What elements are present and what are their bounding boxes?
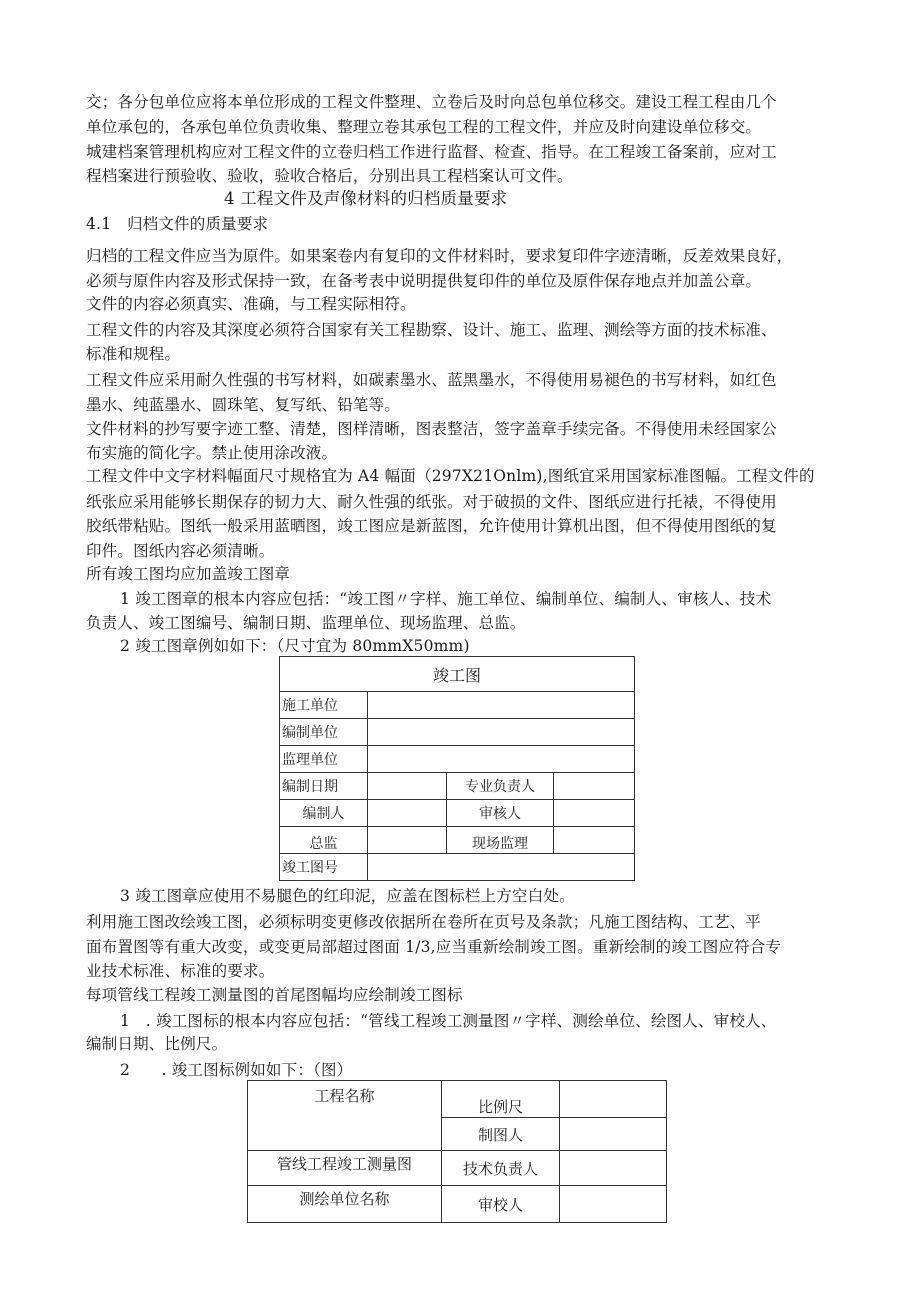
stamp-label: 编制日期 — [280, 773, 368, 800]
paragraph-line: 墨水、纯蓝墨水、圆珠笔、复写纸、铅笔等。 — [86, 396, 401, 414]
paragraph-line: 工程文件的内容及其深度必须符合国家有关工程勘察、设计、施工、监理、测绘等方面的技术标准、 — [86, 321, 777, 339]
stamp-label: 监理单位 — [280, 746, 368, 773]
title-block-value-cell — [560, 1118, 667, 1151]
stamp-label: 现场监理 — [447, 827, 554, 854]
stamp-value-cell — [368, 692, 635, 719]
stamp-label: 施工单位 — [280, 692, 368, 719]
paragraph-line: 印件。图纸内容必须清晰。 — [86, 542, 275, 560]
paragraph-line: 必须与原件内容及形式保持一致，在备考表中说明提供复印件的单位及原件保存地点并加盖公章。 — [86, 272, 762, 290]
subsection-heading: 4.1 归档文件的质量要求 — [86, 215, 269, 233]
stamp-label: 专业负责人 — [447, 773, 554, 800]
paragraph-line: 工程文件应采用耐久性强的书写材料，如碳素墨水、蓝黑墨水，不得使用易褪色的书写材料，如红色 — [86, 371, 777, 389]
stamp-value-cell — [368, 719, 635, 746]
paragraph-line: 利用施工图改绘竣工图，必须标明变更修改依据所在卷所在页号及条款；凡施工图结构、工艺、平 — [86, 913, 762, 931]
stamp-value-cell — [368, 800, 447, 827]
paragraph-line: 标准和规程。 — [86, 345, 181, 363]
title-block-label: 工程名称 — [248, 1081, 442, 1151]
paragraph-line: 纸张应采用能够长期保存的韧力大、耐久性强的纸张。对于破损的文件、图纸应进行托裱，不得使用 — [86, 493, 777, 511]
section-heading: 4 工程文件及声像材料的归档质量要求 — [224, 189, 508, 208]
paragraph-line: 1 . 竣工图标的根本内容应包括：“管线工程竣工测量图〃字样、测绘单位、绘图人、审校人、 — [120, 1012, 777, 1030]
paragraph-line: 面布置图等有重大改变，或变更局部超过图面 1/3,应当重新绘制竣工图。重新绘制的竣工图应符合专 — [86, 938, 782, 956]
stamp-title: 竣工图 — [280, 657, 635, 692]
title-block-label: 技术负责人 — [442, 1151, 560, 1186]
stamp-label: 竣工图号 — [280, 854, 368, 881]
stamp-label: 审核人 — [447, 800, 554, 827]
paragraph-line: 所有竣工图均应加盖竣工图章 — [86, 565, 291, 583]
paragraph-line: 每项管线工程竣工测量图的首尾图幅均应绘制竣工图标 — [86, 986, 463, 1004]
paragraph-line: 负责人、竣工图编号、编制日期、监理单位、现场监理、总监。 — [86, 614, 526, 632]
paragraph-line: 3 竣工图章应使用不易腿色的红印泥，应盖在图标栏上方空白处。 — [120, 887, 575, 905]
completion-stamp-table — [279, 656, 635, 881]
paragraph-line: 布实施的简化字。禁止使用涂改液。 — [86, 444, 338, 462]
paragraph-line: 2 竣工图章例如如下：（尺寸宜为 80mmX50mm) — [120, 637, 470, 655]
title-block-label: 测绘单位名称 — [248, 1186, 442, 1223]
paragraph-line: 城建档案管理机构应对工程文件的立卷归档工作进行监督、检查、指导。在工程竣工备案前，应对工 — [86, 143, 777, 161]
stamp-value-cell — [554, 773, 635, 800]
paragraph-line: 文件的内容必须真实、准确，与工程实际相符。 — [86, 295, 416, 313]
paragraph-line: 业技术标准、标准的要求。 — [86, 962, 275, 980]
stamp-value-cell — [554, 800, 635, 827]
paragraph-line: 程档案进行预验收、验收，验收合格后，分别出具工程档案认可文件。 — [86, 167, 573, 185]
paragraph-line: 2 . 竣工图标例如如下：（图） — [120, 1061, 353, 1079]
paragraph-line: 归档的工程文件应当为原件。如果案卷内有复印的文件材料时，要求复印件字迹清晰，反差效果良好， — [86, 247, 793, 265]
stamp-value-cell — [554, 827, 635, 854]
paragraph-line: 1 竣工图章的根本内容应包括：“竣工图〃字样、施工单位、编制单位、编制人、审核人、技术 — [120, 590, 772, 608]
stamp-label: 总监 — [280, 827, 368, 854]
stamp-label: 编制人 — [280, 800, 368, 827]
survey-title-block-table — [247, 1080, 667, 1223]
paragraph-line: 文件材料的抄写要字迹工整、清楚，图样清晰，图表整洁，签字盖章手续完备。不得使用未经国家公 — [86, 420, 777, 438]
stamp-value-cell — [368, 827, 447, 854]
title-block-label: 比例尺 — [442, 1081, 560, 1118]
stamp-label: 编制单位 — [280, 719, 368, 746]
title-block-label: 审校人 — [442, 1186, 560, 1223]
paragraph-line: 交；各分包单位应将本单位形成的工程文件整理、立卷后及时向总包单位移交。建设工程工程由几个 — [86, 93, 777, 111]
paragraph-line: 单位承包的，各承包单位负责收集、整理立卷其承包工程的工程文件，并应及时向建设单位移交。 — [86, 118, 762, 136]
title-block-label: 制图人 — [442, 1118, 560, 1151]
stamp-value-cell — [368, 854, 635, 881]
title-block-value-cell — [560, 1151, 667, 1186]
title-block-label: 管线工程竣工测量图 — [248, 1151, 442, 1186]
paragraph-line: 胶纸带粘贴。图纸一般采用蓝晒图，竣工图应是新蓝图，允许使用计算机出图，但不得使用图纸的复 — [86, 517, 777, 535]
stamp-value-cell — [368, 773, 447, 800]
title-block-value-cell — [560, 1186, 667, 1223]
paragraph-line: 编制日期、比例尺。 — [86, 1035, 228, 1053]
title-block-value-cell — [560, 1081, 667, 1118]
stamp-value-cell — [368, 746, 635, 773]
paragraph-line: 工程文件中文字材料幅面尺寸规格宜为 A4 幅面（297X21Onlm),图纸宜采用国家标准图幅。工程文件的 — [86, 467, 815, 485]
